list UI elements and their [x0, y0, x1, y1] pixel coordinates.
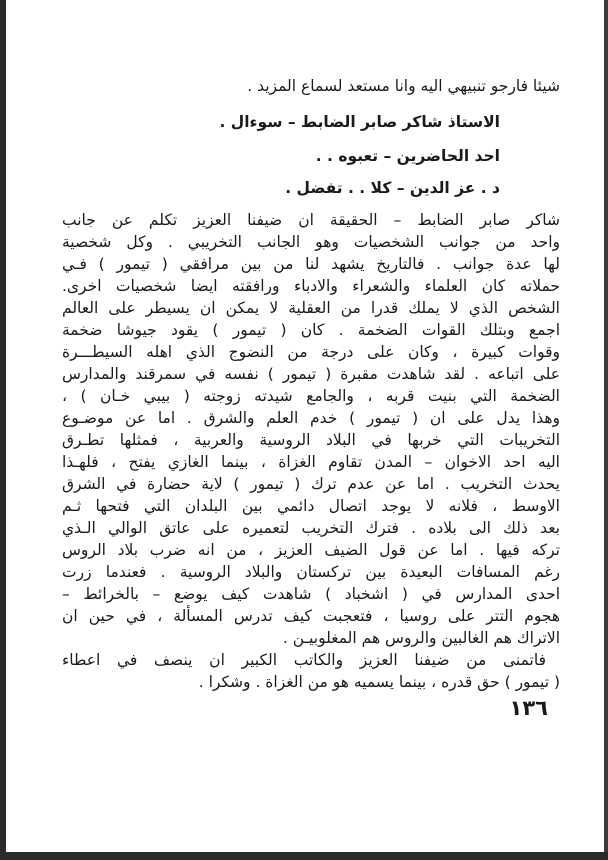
text-line-21: رغم المسافات البعيدة بين تركستان والبلاد الروسية . فعندما زرت	[62, 563, 560, 581]
text-line-5: شاكر صابر الضابط – الحقيقة ان ضيفنا العزيز تكلم عن جانب	[62, 211, 560, 229]
text-line-6: واحد من جوانب الشخصيات وهو الجانب التخريبي . وكل شخصية	[62, 233, 560, 251]
text-line-18: الاوسط ، فلانه لا يوجد اتصال دائمي بين البلدان التي فتحها ثـم	[62, 497, 560, 515]
speaker-line-shakir: الاستاذ شاكر صابر الضابط – سوءال .	[219, 113, 500, 131]
text-line-23: هجوم التتر على روسيا ، فتعجبت كيف تدرس المسألة ، في حين ان	[62, 607, 560, 625]
scan-border-right	[604, 0, 608, 860]
text-line-22: احدى المدارس في ( اشخباد ) شاهدت كيف يوضع – بالخرائط –	[62, 585, 560, 603]
text-line-15: التخريبات التي خربها في البلاد الروسية والعربية ، فمثلها تطـرق	[62, 431, 560, 449]
text-line-19: بعد ذلك الى بلاده . فترك التخريب لتعميره على عاتق الوالي الـذي	[62, 519, 560, 537]
text-line-8: حملاته كان العلماء والشعراء والادباء ورافقته ايضا شخصيات اخرى.	[62, 277, 560, 295]
text-line-25: فاتمنى من ضيفنا العزيز والكاتب الكبير ان ينصف في اعطاء	[62, 651, 546, 669]
speaker-line-izz-aldin: د . عز الدين – كلا . . تفضل .	[285, 179, 500, 197]
text-line-14: وهذا يدل على ان ( تيمور ) خدم العلم والشرق . اما عن موضـوع	[62, 409, 560, 427]
scan-border-bottom	[0, 852, 608, 860]
text-line-20: تركه فيها . اما عن قول الضيف العزيز ، من انه ضرب بلاد الروس	[62, 541, 560, 559]
speaker-line-attendee: احد الحاضرين – تعبوه . .	[315, 147, 500, 165]
scan-border-left	[0, 0, 6, 860]
text-line-11: وقوات كبيرة ، وكان على درجة من النضوج الذي اهله السيطـــرة	[62, 343, 560, 361]
text-line-26: ( تيمور ) حق قدره ، بينما يسميه هو من الغزاة . وشكرا .	[198, 673, 560, 691]
text-line-17: يحدث التخريب . اما عن عدم ترك ( تيمور ) لاية حضارة في الشرق	[62, 475, 560, 493]
text-line-7: لها عدة جوانب . فالتاريخ يشهد لنا من بين مرافقي ( تيمور ) فـي	[62, 255, 560, 273]
text-line-12: على اتباعه . لقد شاهدت مقبرة ( تيمور ) نفسه في سمرقند والمدارس	[62, 365, 560, 383]
text-line-16: اليه احد الاخوان – المدن تقاوم الغزاة ، بينما الغازي يفتح ، فلهـذا	[62, 453, 560, 471]
text-line-10: اجمع وبتلك القوات الضخمة . كان ( تيمور ) يقود جيوشا ضخمة	[62, 321, 560, 339]
page-number: ١٣٦	[509, 696, 548, 720]
text-line-1: شيئا فارجو تنبيهي اليه وانا مستعد لسماع المزيد .	[247, 77, 560, 95]
text-line-13: الضخمة التي بنيت قربه ، والجامع شيدته زوجته ( بيبي خـان ) ،	[62, 387, 560, 405]
text-line-24: الاتراك هم الغالبين والروس هم المغلوبيـن .	[282, 629, 560, 647]
text-line-9: الشخص الذي لا يملك قدرا من العقلية لا يمكن ان يسيطر على العالم	[62, 299, 560, 317]
